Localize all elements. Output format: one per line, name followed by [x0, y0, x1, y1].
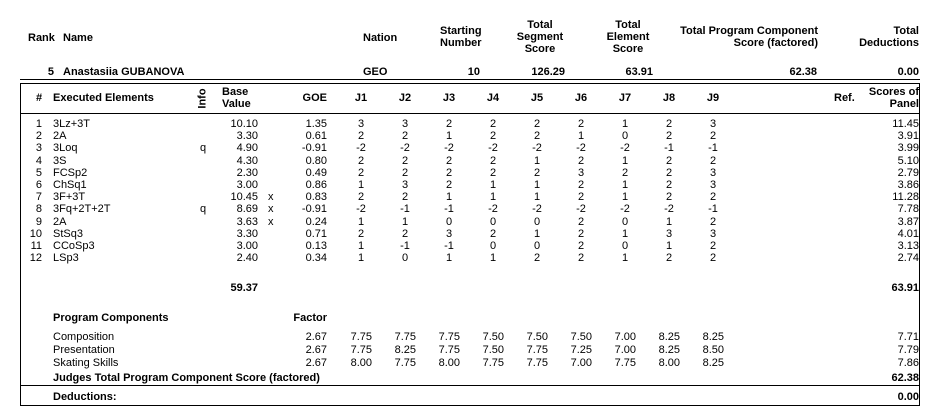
component-judge-2: 8.25 [394, 344, 416, 356]
deductions-header-2: Deductions [859, 37, 919, 49]
element-panel-score: 5.10 [897, 155, 919, 167]
element-base-value: 10.10 [230, 118, 258, 130]
element-number: 1 [35, 118, 42, 130]
element-judge-1: 1 [357, 252, 365, 264]
element-judge-2: 2 [401, 155, 409, 167]
element-judge-6: 2 [577, 240, 585, 252]
component-judge-5: 7.75 [526, 357, 548, 369]
component-judge-2: 7.75 [394, 357, 416, 369]
element-judge-2: -2 [400, 142, 410, 154]
element-judge-8: -2 [664, 203, 674, 215]
component-judge-3: 7.75 [438, 331, 460, 343]
element-name: LSp3 [53, 252, 79, 264]
element-judge-2: 2 [401, 167, 409, 179]
element-number: 5 [35, 167, 42, 179]
tes-header-1: Total [615, 19, 641, 31]
element-base-value: 4.30 [236, 155, 258, 167]
element-base-value: 2.30 [236, 167, 258, 179]
element-panel-score: 7.78 [897, 203, 919, 215]
element-judge-8: 1 [665, 216, 673, 228]
element-name: 3Loq [53, 142, 78, 154]
element-judge-8: 2 [665, 130, 673, 142]
element-judge-5: 0 [533, 216, 541, 228]
component-judge-1: 7.75 [350, 344, 372, 356]
skater-nation: GEO [363, 66, 388, 78]
deductions-header-1: Total [893, 25, 919, 37]
element-panel-score: 4.01 [897, 228, 919, 240]
element-number: 11 [30, 240, 42, 252]
component-panel-score: 7.86 [897, 357, 919, 369]
component-judge-4: 7.75 [482, 357, 504, 369]
element-judge-7: 0 [621, 216, 629, 228]
ref-header: Ref. [834, 92, 855, 104]
element-judge-3: 2 [445, 118, 453, 130]
element-judge-9: 2 [709, 155, 717, 167]
element-bonus-mark: x [268, 203, 274, 215]
element-judge-9: 2 [709, 191, 717, 203]
element-judge-5: 1 [533, 228, 541, 240]
element-judge-9: 2 [709, 252, 717, 264]
rank-header: Rank [28, 32, 55, 44]
component-judge-9: 8.25 [702, 357, 724, 369]
component-factor: 2.67 [305, 357, 327, 369]
element-goe: 0.80 [305, 155, 327, 167]
element-judge-8: 2 [665, 167, 673, 179]
element-judge-1: 2 [357, 130, 365, 142]
element-name: 2A [53, 216, 67, 228]
starting-number-header-2: Number [440, 37, 482, 49]
components-divider [20, 385, 920, 386]
element-judge-2: -1 [400, 240, 410, 252]
tss-header-2: Segment [516, 31, 564, 43]
element-number: 7 [35, 191, 42, 203]
element-judge-9: 2 [709, 240, 717, 252]
element-judge-8: 2 [665, 155, 673, 167]
element-judge-5: 2 [533, 130, 541, 142]
element-judge-2: 3 [401, 118, 409, 130]
element-judge-9: 3 [709, 118, 717, 130]
element-judge-8: 2 [665, 252, 673, 264]
judge-header-5: J5 [530, 92, 544, 104]
element-base-value: 4.90 [236, 142, 258, 154]
component-name: Skating Skills [53, 357, 119, 369]
element-judge-8: 1 [665, 240, 673, 252]
element-goe: 0.49 [305, 167, 327, 179]
element-judge-1: -2 [356, 142, 366, 154]
element-judge-3: 2 [445, 179, 453, 191]
element-info: q [200, 203, 207, 215]
element-judge-7: -2 [620, 142, 630, 154]
element-panel-score: 3.86 [897, 179, 919, 191]
element-name: 3F+3T [53, 191, 86, 203]
element-judge-5: 1 [533, 179, 541, 191]
component-judge-2: 7.75 [394, 331, 416, 343]
element-judge-7: 2 [621, 167, 629, 179]
element-judge-4: 2 [489, 228, 497, 240]
element-panel-score: 3.91 [897, 130, 919, 142]
component-judge-3: 8.00 [438, 357, 460, 369]
element-name: FCSp2 [53, 167, 88, 179]
element-number: 9 [35, 216, 42, 228]
element-judge-1: -2 [356, 203, 366, 215]
component-factor: 2.67 [305, 331, 327, 343]
element-judge-3: -1 [444, 240, 454, 252]
goe-header: GOE [302, 92, 327, 104]
element-panel-score: 3.99 [897, 142, 919, 154]
element-judge-3: 3 [445, 228, 453, 240]
element-judge-6: 2 [577, 216, 585, 228]
element-goe: 0.13 [305, 240, 327, 252]
element-judge-4: -2 [488, 142, 498, 154]
component-judge-7: 7.00 [614, 344, 636, 356]
element-panel-score: 2.79 [897, 167, 919, 179]
element-judge-7: 1 [621, 191, 629, 203]
factor-header: Factor [293, 312, 327, 324]
element-name: CCoSp3 [53, 240, 95, 252]
element-judge-9: 3 [709, 167, 717, 179]
element-panel-score: 3.13 [897, 240, 919, 252]
element-judge-7: 1 [621, 118, 629, 130]
element-base-value: 3.30 [236, 130, 258, 142]
element-goe: -0.91 [301, 142, 327, 154]
element-judge-4: 1 [489, 179, 497, 191]
component-judge-7: 7.75 [614, 357, 636, 369]
element-number: 12 [29, 252, 42, 264]
tss-header-3: Score [524, 43, 556, 55]
component-panel-score: 7.71 [897, 331, 919, 343]
elements-header-divider [20, 113, 920, 114]
judge-header-7: J7 [618, 92, 632, 104]
element-number: 3 [35, 142, 42, 154]
main-frame [20, 83, 920, 406]
element-judge-6: -2 [576, 142, 586, 154]
judge-header-4: J4 [486, 92, 500, 104]
element-judge-1: 2 [357, 167, 365, 179]
element-judge-5: 1 [533, 191, 541, 203]
element-judge-6: 2 [577, 118, 585, 130]
element-judge-6: 2 [577, 252, 585, 264]
element-base-value: 2.40 [236, 252, 258, 264]
tes-header-3: Score [612, 43, 644, 55]
skater-deductions: 0.00 [897, 66, 919, 78]
element-judge-2: 2 [401, 228, 409, 240]
components-total-value: 62.38 [891, 372, 919, 384]
component-judge-8: 8.00 [658, 357, 680, 369]
element-judge-6: 2 [577, 179, 585, 191]
element-number: 2 [35, 130, 42, 142]
name-header: Name [63, 32, 93, 44]
components-total-label: Judges Total Program Component Score (factored) [53, 372, 320, 384]
element-goe: 0.83 [305, 191, 327, 203]
element-goe: 0.61 [305, 130, 327, 142]
element-judge-8: 3 [665, 228, 673, 240]
element-judge-8: -1 [664, 142, 674, 154]
element-judge-8: 2 [665, 179, 673, 191]
component-panel-score: 7.79 [897, 344, 919, 356]
element-judge-9: 2 [709, 130, 717, 142]
element-judge-7: 1 [621, 252, 629, 264]
element-judge-9: 3 [709, 228, 717, 240]
judge-header-1: J1 [354, 92, 368, 104]
pcs-header-2: Score (factored) [733, 37, 818, 49]
element-judge-3: 1 [445, 191, 453, 203]
nation-header: Nation [363, 32, 398, 44]
element-judge-7: -2 [620, 203, 630, 215]
element-judge-2: 2 [401, 130, 409, 142]
tes-header-2: Element [606, 31, 650, 43]
element-judge-1: 2 [357, 228, 365, 240]
skater-starting-number: 10 [467, 66, 480, 78]
element-judge-3: -2 [444, 142, 454, 154]
element-judge-4: 1 [489, 191, 497, 203]
element-judge-7: 1 [621, 228, 629, 240]
element-info: q [200, 142, 207, 154]
element-judge-6: 3 [577, 167, 585, 179]
element-judge-3: 2 [445, 155, 453, 167]
element-judge-8: 2 [665, 191, 673, 203]
element-goe: 0.71 [305, 228, 327, 240]
tss-header-1: Total [527, 19, 553, 31]
element-judge-5: 2 [533, 252, 541, 264]
component-judge-8: 8.25 [658, 331, 680, 343]
element-goe: -0.91 [301, 203, 327, 215]
element-judge-3: 1 [445, 130, 453, 142]
element-base-value: 8.69 [236, 203, 258, 215]
elements-total-base: 59.37 [230, 282, 258, 294]
element-base-value: 3.30 [236, 228, 258, 240]
scores-of-panel-header-2: Panel [889, 98, 919, 110]
element-judge-1: 1 [357, 179, 365, 191]
judge-header-3: J3 [442, 92, 456, 104]
element-judge-5: 0 [533, 240, 541, 252]
component-judge-6: 7.00 [570, 357, 592, 369]
judge-header-8: J8 [662, 92, 676, 104]
element-judge-9: 3 [709, 179, 717, 191]
skater-rank: 5 [47, 66, 54, 78]
element-judge-4: 2 [489, 155, 497, 167]
element-judge-6: -2 [576, 203, 586, 215]
element-goe: 1.35 [305, 118, 327, 130]
element-number: 4 [35, 155, 42, 167]
element-bonus-mark: x [268, 191, 274, 203]
skater-tss: 126.29 [531, 66, 565, 78]
element-judge-3: 2 [445, 167, 453, 179]
element-judge-7: 0 [621, 240, 629, 252]
element-panel-score: 2.74 [897, 252, 919, 264]
element-bonus-mark: x [268, 216, 274, 228]
element-judge-3: 0 [445, 216, 453, 228]
executed-elements-header: Executed Elements [53, 92, 154, 104]
element-judge-9: -1 [708, 203, 718, 215]
judge-header-2: J2 [398, 92, 412, 104]
element-judge-1: 1 [357, 240, 365, 252]
element-number: 10 [29, 228, 42, 240]
skater-underline [20, 79, 920, 80]
element-base-value: 3.00 [236, 240, 258, 252]
element-number: 6 [35, 179, 42, 191]
element-judge-9: 2 [709, 216, 717, 228]
starting-number-header-1: Starting [440, 25, 482, 37]
num-header: # [36, 92, 43, 104]
component-judge-9: 8.25 [702, 331, 724, 343]
element-judge-4: 0 [489, 216, 497, 228]
elements-total-panel: 63.91 [891, 282, 919, 294]
element-judge-4: 2 [489, 118, 497, 130]
component-judge-5: 7.50 [526, 331, 548, 343]
element-judge-5: 2 [533, 118, 541, 130]
skater-name: Anastasiia GUBANOVA [63, 66, 185, 78]
scores-of-panel-header-1: Scores of [868, 86, 919, 98]
element-judge-8: 2 [665, 118, 673, 130]
element-judge-1: 1 [357, 216, 365, 228]
skater-pcs: 62.38 [789, 66, 817, 78]
component-judge-6: 7.25 [570, 344, 592, 356]
element-judge-7: 0 [621, 130, 629, 142]
component-judge-4: 7.50 [482, 331, 504, 343]
element-judge-6: 1 [577, 130, 585, 142]
element-judge-1: 2 [357, 191, 365, 203]
element-judge-2: 3 [401, 179, 409, 191]
element-judge-1: 3 [357, 118, 365, 130]
element-base-value: 3.00 [236, 179, 258, 191]
pcs-header-1: Total Program Component [680, 25, 818, 37]
base-value-header-2: Value [222, 98, 251, 110]
element-judge-6: 2 [577, 228, 585, 240]
element-judge-6: 2 [577, 191, 585, 203]
element-goe: 0.86 [305, 179, 327, 191]
element-goe: 0.24 [305, 216, 327, 228]
element-judge-3: -1 [444, 203, 454, 215]
element-judge-9: -1 [708, 142, 718, 154]
element-name: ChSq1 [53, 179, 87, 191]
component-judge-8: 8.25 [658, 344, 680, 356]
element-judge-4: -2 [488, 203, 498, 215]
element-panel-score: 3.87 [897, 216, 919, 228]
element-judge-4: 0 [489, 240, 497, 252]
element-base-value: 10.45 [230, 191, 258, 203]
element-judge-7: 1 [621, 179, 629, 191]
component-judge-5: 7.75 [526, 344, 548, 356]
element-number: 8 [35, 203, 42, 215]
element-judge-4: 2 [489, 130, 497, 142]
element-judge-1: 2 [357, 155, 365, 167]
element-judge-5: -2 [532, 142, 542, 154]
info-header: Info [196, 88, 209, 109]
component-judge-6: 7.50 [570, 331, 592, 343]
element-name: StSq3 [53, 228, 83, 240]
element-judge-5: 1 [533, 155, 541, 167]
element-judge-2: 2 [401, 191, 409, 203]
element-judge-5: -2 [532, 203, 542, 215]
component-name: Composition [53, 331, 115, 343]
component-judge-7: 7.00 [614, 331, 636, 343]
skater-tes: 63.91 [625, 66, 653, 78]
element-judge-2: 0 [401, 252, 409, 264]
component-judge-9: 8.50 [702, 344, 724, 356]
element-goe: 0.34 [305, 252, 327, 264]
deductions-value: 0.00 [897, 391, 919, 403]
element-name: 3S [53, 155, 67, 167]
judge-header-9: J9 [706, 92, 720, 104]
element-name: 3Fq+2T+2T [53, 203, 111, 215]
element-judge-2: 1 [401, 216, 409, 228]
element-judge-5: 2 [533, 167, 541, 179]
component-judge-4: 7.50 [482, 344, 504, 356]
element-judge-4: 2 [489, 167, 497, 179]
element-judge-7: 1 [621, 155, 629, 167]
component-judge-1: 8.00 [350, 357, 372, 369]
component-judge-1: 7.75 [350, 331, 372, 343]
element-name: 3Lz+3T [53, 118, 90, 130]
element-judge-3: 1 [445, 252, 453, 264]
base-value-header-1: Base [222, 86, 249, 98]
element-judge-2: -1 [400, 203, 410, 215]
element-judge-4: 1 [489, 252, 497, 264]
component-factor: 2.67 [305, 344, 327, 356]
element-base-value: 3.63 [236, 216, 258, 228]
program-components-header: Program Components [53, 312, 169, 324]
component-judge-3: 7.75 [438, 344, 460, 356]
element-panel-score: 11.28 [892, 191, 919, 203]
judge-header-6: J6 [574, 92, 588, 104]
component-name: Presentation [53, 344, 115, 356]
element-name: 2A [53, 130, 67, 142]
element-judge-6: 2 [577, 155, 585, 167]
deductions-label: Deductions: [53, 391, 117, 403]
element-panel-score: 11.45 [892, 118, 919, 130]
